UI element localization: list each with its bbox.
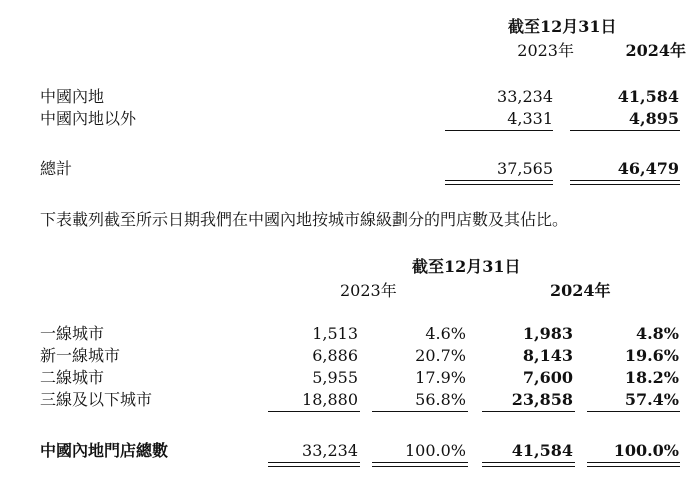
table2-total-double-rule	[268, 462, 360, 467]
table2-share-2024: 4.8%	[635, 324, 679, 343]
table2-share-2024: 57.4%	[624, 390, 679, 409]
table1-subtotal-rule	[570, 130, 680, 131]
table1-subtotal-rule	[445, 130, 553, 131]
table2-share-2023: 4.6%	[425, 324, 466, 343]
table1-total-double-rule	[445, 180, 553, 185]
table2-col-2023: 2023年	[340, 281, 397, 300]
table2-total-double-rule	[587, 462, 680, 467]
table2-share-2024: 19.6%	[624, 346, 679, 365]
table1-row-label: 中國內地以外	[40, 109, 137, 128]
table1-row-label: 中國內地	[40, 87, 105, 106]
table1-total-label: 總計	[40, 159, 73, 178]
table2-total-count-2024: 41,584	[511, 441, 573, 460]
table1-row-value-2023: 4,331	[507, 109, 553, 128]
table2-subtotal-rule	[268, 411, 360, 412]
table2-total-share-2023: 100.0%	[404, 441, 466, 460]
table1-col-2023: 2023年	[517, 41, 574, 60]
table2-count-2023: 6,886	[312, 346, 358, 365]
table2-subtotal-rule	[587, 411, 680, 412]
table2-count-2023: 18,880	[302, 390, 358, 409]
table2-share-2023: 17.9%	[415, 368, 466, 387]
table2-row-label: 新一線城市	[40, 346, 121, 365]
table2-count-2024: 8,143	[522, 346, 573, 365]
table2-total-share-2024: 100.0%	[613, 441, 679, 460]
table2-col-2024: 2024年	[550, 281, 611, 300]
table2-row-label: 三線及以下城市	[40, 390, 153, 409]
table1-total-double-rule	[570, 180, 680, 185]
table1-total-2024: 46,479	[617, 159, 679, 178]
table2-count-2024: 1,983	[522, 324, 573, 343]
table2-period-header: 截至12月31日	[412, 257, 521, 276]
table1-period-header: 截至12月31日	[508, 17, 617, 36]
table2-subtotal-rule	[482, 411, 575, 412]
table1-col-2024: 2024年	[625, 41, 686, 60]
table2-count-2024: 7,600	[522, 368, 573, 387]
intro-paragraph: 下表載列截至所示日期我們在中國內地按城市線級劃分的門店數及其佔比。	[40, 210, 569, 229]
table2-count-2023: 1,513	[312, 324, 358, 343]
table2-share-2024: 18.2%	[624, 368, 679, 387]
table2-count-2024: 23,858	[511, 390, 573, 409]
table1-row-value-2024: 4,895	[628, 109, 679, 128]
table2-row-label: 一線城市	[40, 324, 105, 343]
table2-total-double-rule	[482, 462, 575, 467]
table1-total-2023: 37,565	[497, 159, 553, 178]
table2-subtotal-rule	[372, 411, 468, 412]
table2-row-label: 二線城市	[40, 368, 105, 387]
table2-share-2023: 20.7%	[415, 346, 466, 365]
table2-count-2023: 5,955	[312, 368, 358, 387]
table2-total-count-2023: 33,234	[302, 441, 358, 460]
table2-total-label: 中國內地門店總數	[40, 441, 169, 460]
table2-share-2023: 56.8%	[415, 390, 466, 409]
table1-row-value-2023: 33,234	[497, 87, 553, 106]
table1-row-value-2024: 41,584	[617, 87, 679, 106]
table2-total-double-rule	[372, 462, 468, 467]
